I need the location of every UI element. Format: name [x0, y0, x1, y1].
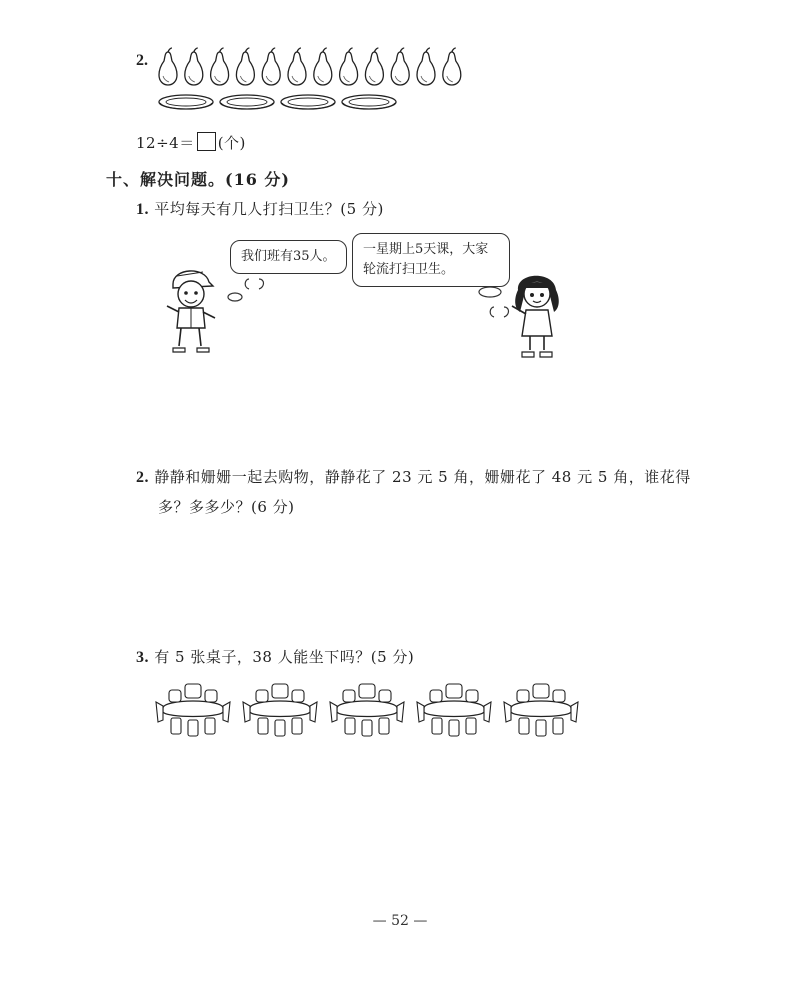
- plate-icon: [159, 95, 213, 109]
- problem-number: 2.: [136, 469, 149, 486]
- bubble-line: 一星期上5天课，大家: [363, 242, 489, 257]
- pear-icon: [159, 48, 177, 85]
- problem-text: 静静和姗姗一起去购物，静静花了 23 元 5 角，姗姗花了 48 元 5 角，谁花得: [154, 468, 691, 486]
- thought-bubbles-boy: [225, 275, 275, 305]
- bubble-line: 轮流打扫卫生。: [363, 262, 455, 277]
- problem-text: 有 5 张桌子，38 人能坐下吗？(5 分): [154, 648, 415, 666]
- pear-icon: [340, 48, 358, 85]
- problem-number: 1.: [136, 201, 149, 218]
- section-title: 十、解决问题。(16 分): [106, 170, 290, 189]
- problem-text: 平均每天有几人打扫卫生？(5 分): [154, 200, 384, 218]
- plate-icon: [342, 95, 396, 109]
- division-equation: [136, 132, 246, 153]
- pear-icon: [365, 48, 383, 85]
- problem-2-line2: 多？多多少？(6 分): [158, 498, 295, 516]
- plates-row: [158, 94, 408, 114]
- boy-icon: [165, 262, 220, 357]
- round-table-icon: [156, 684, 230, 736]
- round-table-icon: [330, 684, 404, 736]
- speech-bubble-girl: [352, 233, 510, 287]
- pear-icon: [262, 48, 280, 85]
- page-number: — 52 —: [372, 913, 428, 929]
- pear-icon: [185, 48, 203, 85]
- pear-icon: [314, 48, 332, 85]
- pear-icon: [417, 48, 435, 85]
- speech-bubble-boy: 我们班有35人。: [230, 240, 347, 274]
- problem-number: 3.: [136, 649, 149, 666]
- round-table-icon: [504, 684, 578, 736]
- round-table-icon: [243, 684, 317, 736]
- problem-1: [136, 198, 384, 219]
- equation-lhs: 12÷4＝: [136, 134, 195, 152]
- question-number: 2.: [136, 52, 148, 69]
- answer-box[interactable]: [197, 132, 216, 151]
- pear-icon: [288, 48, 306, 85]
- problem-3: [136, 646, 414, 667]
- pear-icon: [391, 48, 409, 85]
- plate-icon: [281, 95, 335, 109]
- equation-unit: (个): [217, 134, 246, 152]
- plate-icon: [220, 95, 274, 109]
- pear-icon: [211, 48, 229, 85]
- pears-row: [158, 48, 488, 88]
- pear-icon: [443, 48, 461, 85]
- tables-row: [155, 682, 595, 738]
- pear-icon: [236, 48, 254, 85]
- round-table-icon: [417, 684, 491, 736]
- problem-2-line1: [136, 466, 691, 487]
- girl-icon: [510, 268, 565, 360]
